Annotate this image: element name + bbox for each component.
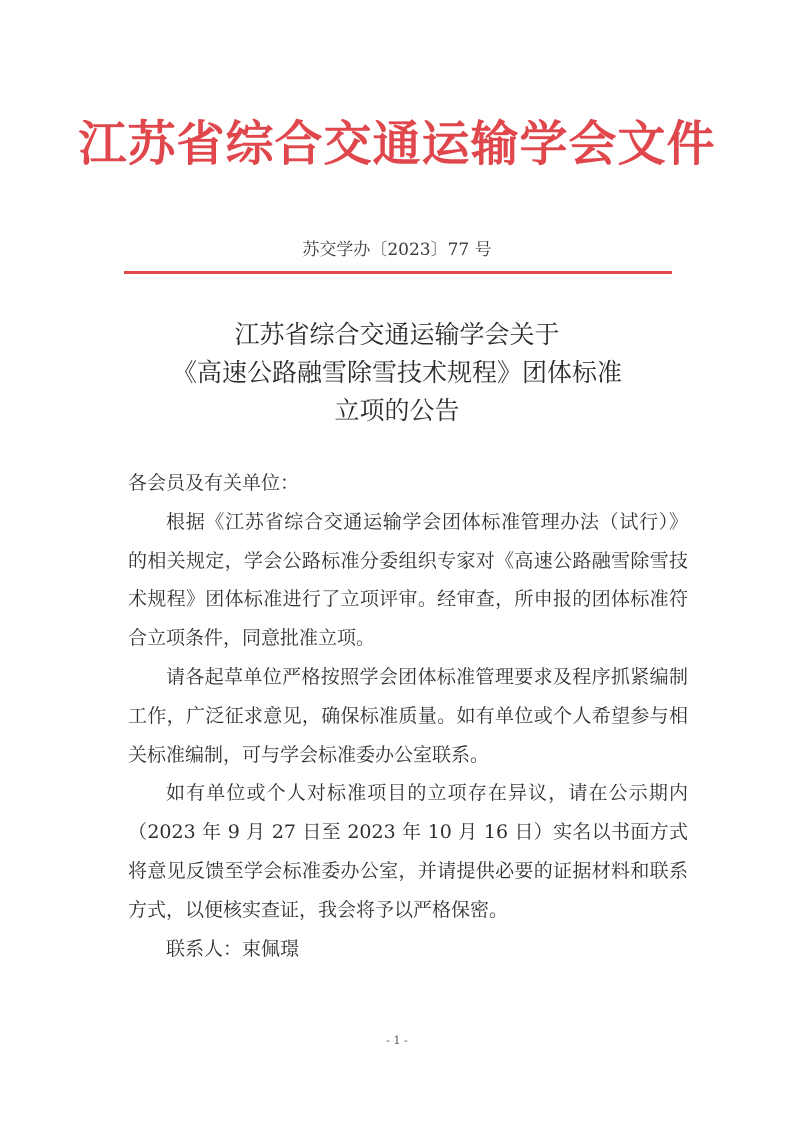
notice-title-line-3: 立项的公告 [334, 396, 460, 425]
notice-title-line-1: 江苏省综合交通运输学会关于 [234, 320, 560, 349]
paragraph-requirements: 请各起草单位严格按照学会团体标准管理要求及程序抓紧编制工作，广泛征求意见，确保标准质量。如有单位或个人希望参与相关标准编制，可与学会标准委办公室联系。 [128, 665, 688, 766]
notice-body [128, 464, 688, 968]
page-number: - 1 - [386, 1034, 408, 1047]
header-divider [124, 271, 672, 274]
paragraph-objection: 如有单位或个人对标准项目的立项存在异议，请在公示期内（2023 年 9 月 27 日至 2023 年 10 月 16 日）实名以书面方式将意见反馈至学会标准委办公室，并请提供必要的证据材料和联系方式，以便核实查证，我会将予以严格保密。 [128, 782, 688, 921]
org-header-title: 江苏省综合交通运输学会文件 [78, 116, 716, 172]
notice-title [0, 316, 794, 430]
paragraph-basis: 根据《江苏省综合交通运输学会团体标准管理办法（试行）》的相关规定，学会公路标准分委组织专家对《高速公路融雪除雪技术规程》团体标准进行了立项评审。经审查，所申报的团体标准符合立项条件，同意批准立项。 [128, 510, 688, 650]
salutation: 各会员及有关单位： [128, 472, 300, 494]
document-number: 苏交学办〔2023〕77 号 [302, 240, 492, 260]
contact-person: 联系人：束佩璟 [166, 937, 300, 960]
notice-title-line-2: 《高速公路融雪除雪技术规程》团体标准 [171, 358, 622, 387]
